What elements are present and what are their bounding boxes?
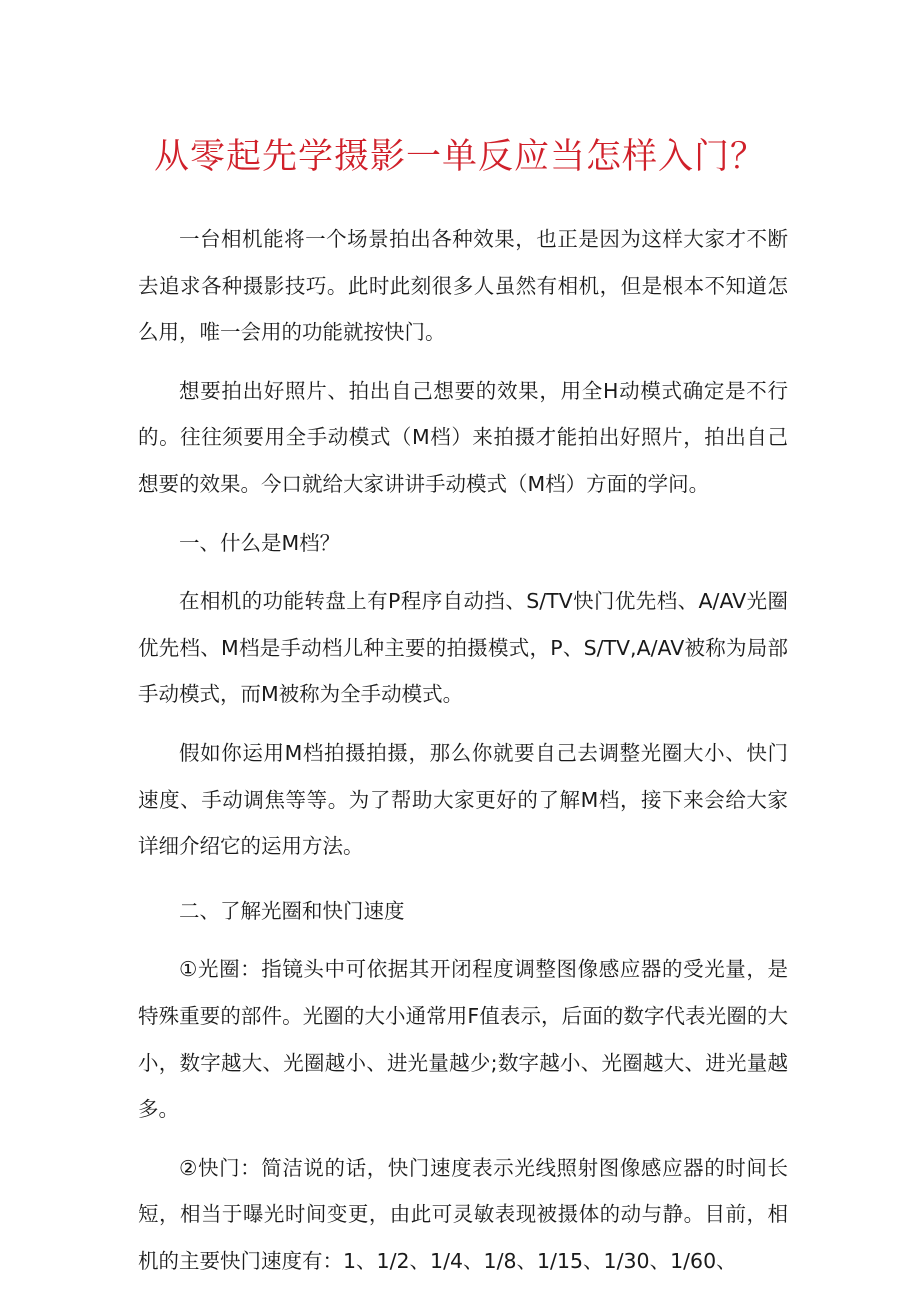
paragraph-mode-dial: 在相机的功能转盘上有P程序自动挡、S/TV快门优先档、A/AV光圈优先档、M档是手动档儿种主要的拍摄模式，P、S/TV,A/AV被称为局部手动模式，而M被称为全手动模式。 — [138, 589, 788, 707]
section-heading-aperture-shutter: 二、了解光圈和快门速度 — [179, 898, 405, 923]
document-title: 从零起先学摄影一单反应当怎样入门？ — [153, 137, 766, 177]
paragraph-manual-mode: 想要拍出好照片、拍出自己想要的效果，用全H动模式确定是不行的。往往须要用全手动模式（M档）来拍摄才能拍出好照片，拍出自己想要的效果。今口就给大家讲讲手动模式（M档）方面的学问。 — [138, 378, 788, 496]
paragraph-using-m: 假如你运用M档拍摄拍摄，那么你就要自己去调整光圈大小、快门速度、手动调焦等等。为了帮助大家更好的了解M档，接下来会给大家详细介绍它的运用方法。 — [138, 740, 788, 859]
section-heading-what-is-m: 一、什么是M档？ — [179, 530, 341, 555]
document-body — [138, 216, 788, 1284]
paragraph-aperture: ①光圈：指镜头中可依据其开闭程度调整图像感应器的受光量，是特殊重要的部件。光圈的大小通常用F值表示，后面的数字代表光圈的大小，数字越大、光圈越小、进光量越少;数字越小、光圈越大、进光量越多。 — [138, 957, 788, 1122]
paragraph-shutter: ②快门：简洁说的话，快门速度表示光线照射图像感应器的时间长短，相当于曝光时间变更，由此可灵敏表现被摄体的动与静。目前，相机的主要快门速度有：1、1/2、1/4、1/8、1/15、1/30、1/60、 — [138, 1155, 788, 1273]
paragraph-intro: 一台相机能将一个场景拍出各种效果，也正是因为这样大家才不断去追求各种摄影技巧。此时此刻很多人虽然有相机，但是根本不知道怎么用，唯一会用的功能就按快门。 — [138, 227, 788, 345]
